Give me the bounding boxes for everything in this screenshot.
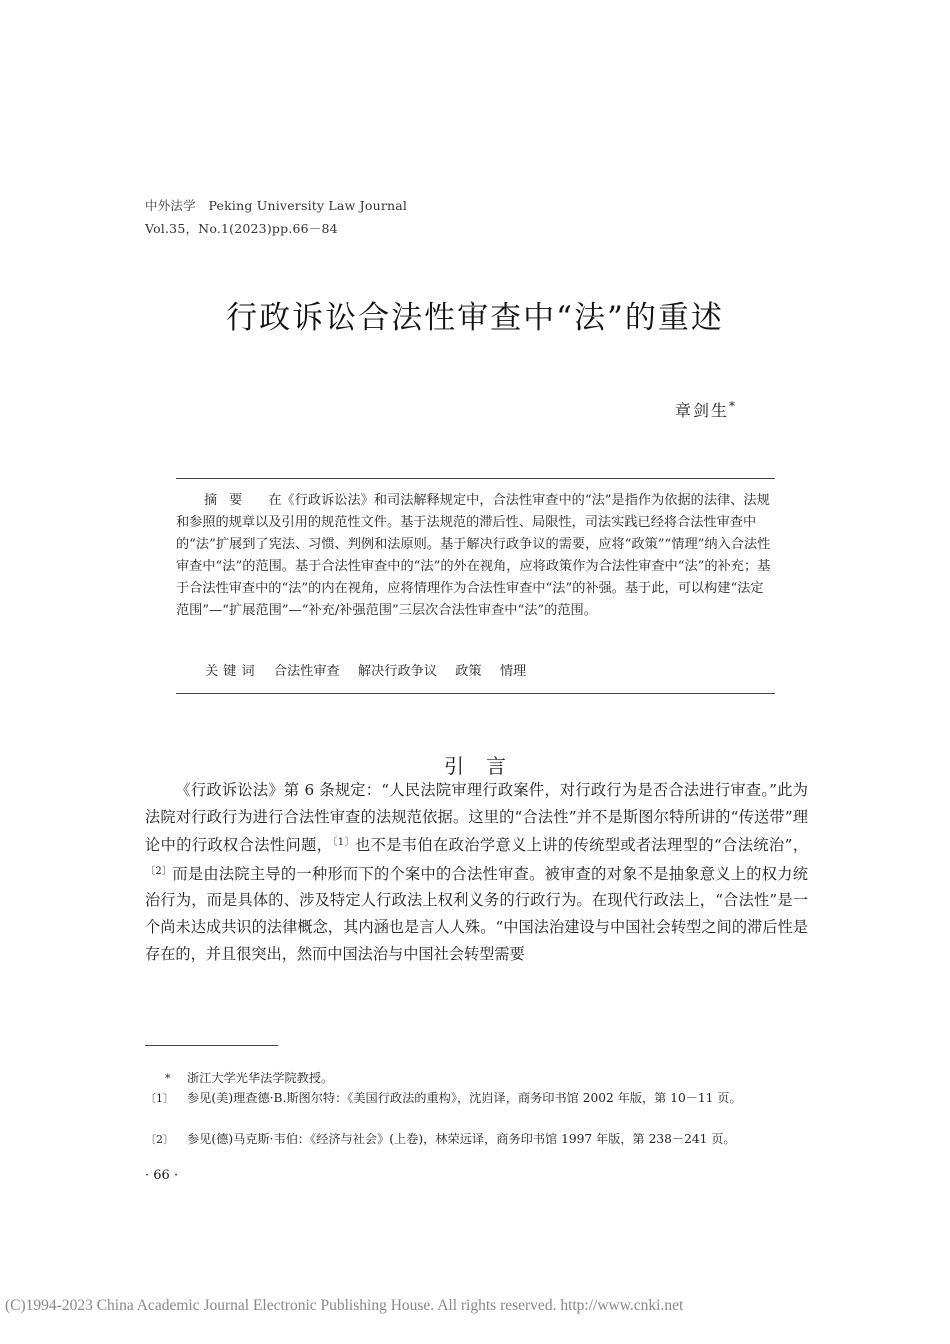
abstract-text: 在《行政诉讼法》和司法解释规定中，合法性审查中的“法”是指作为依据的法律、法规和参照的规章以及引用的规范性文件。基于法规范的滞后性、局限性，司法实践已经将合法性审查中的“法”扩展到了宪法、习惯、判例和法原则。基于解决行政争议的需要，应将“政策”“情理”纳入合法性审查中“法”的范围。基于合法性审查中的“法”的外在视角，应将政策作为合法性审查中“法”的补充；基于合法性审查中的“法”的内在视角，应将情理作为合法性审查中“法”的补强。基于此，可以构建“法定范围”—“扩展范围”—“补充/补强范围”三层次合法性审查中“法”的范围。 bbox=[176, 493, 771, 618]
footnote-mark: 〔1〕 bbox=[145, 1092, 174, 1105]
footnote-text: 浙江大学光华法学院教授。 bbox=[187, 1071, 334, 1085]
journal-name: 中外法学 Peking University Law Journal bbox=[145, 198, 408, 213]
keyword: 情理 bbox=[499, 664, 527, 679]
footnote-text: 参见(美)理查德·B.斯图尔特：《美国行政法的重构》，沈岿译，商务印书馆 2002 年版，第 10－11 页。 bbox=[187, 1091, 742, 1105]
section-heading: 引言 bbox=[444, 754, 528, 778]
keywords bbox=[205, 660, 540, 679]
page-number: · 66 · bbox=[145, 1168, 179, 1183]
body-text-part: 而是由法院主导的一种形而下的个案中的合法性审查。被审查的对象不是抽象意义上的权力统治行为，而是具体的、涉及特定人行政法上权利义务的行政行为。在现代行政法上，“合法性”是一个尚未达成共识的法律概念，其内涵也是言人人殊。“中国法治建设与中国社会转型之间的滞后性是存在的，并且很突出，然而中国法治与中国社会转型需要 bbox=[145, 864, 808, 963]
article-title: 行政诉讼合法性审查中“法”的重述 bbox=[226, 300, 724, 336]
author-name: 章剑生 bbox=[674, 401, 729, 420]
journal-volume: Vol.35，No.1(2023)pp.66－84 bbox=[145, 221, 338, 236]
footnote-ref-2[interactable]: 〔2〕 bbox=[145, 865, 173, 877]
footnote-mark: 〔2〕 bbox=[145, 1133, 174, 1146]
abstract-label: 摘要 bbox=[204, 493, 255, 508]
footnote-mark: * bbox=[165, 1072, 171, 1085]
keywords-label: 关键词 bbox=[205, 664, 260, 679]
keyword: 合法性审查 bbox=[273, 664, 340, 679]
abstract-top-rule bbox=[176, 478, 775, 479]
footnote-author bbox=[145, 1068, 808, 1089]
author bbox=[675, 398, 737, 421]
body-text-part: 《行政诉讼法》第 6 条规定：“人民法院审理行政案件，对行政行为是否合法进行审查。”此为法院对行政行为进行合法性审查的法规范依据。这里的“合法性”并不是斯图尔特所讲的“传送带”理论中的行政权合法性问题， bbox=[145, 781, 808, 855]
footnote-ref-1[interactable]: 〔1〕 bbox=[332, 837, 355, 849]
footnote-text: 参见(德)马克斯·韦伯：《经济与社会》(上卷)，林荣远译，商务印书馆 1997 年版，第 238－241 页。 bbox=[187, 1132, 736, 1146]
keyword: 政策 bbox=[455, 664, 482, 679]
author-footnote-mark: * bbox=[729, 399, 737, 413]
copyright-notice: (C)1994-2023 China Academic Journal Electronic Publishing House. All rights reserved. http://www.cnki.net bbox=[5, 1297, 684, 1314]
abstract-bottom-rule bbox=[176, 693, 775, 694]
footnote-rule bbox=[145, 1045, 278, 1046]
footnote-2 bbox=[145, 1129, 808, 1150]
footnote-1 bbox=[145, 1088, 808, 1109]
abstract bbox=[176, 490, 775, 622]
keyword: 解决行政争议 bbox=[357, 664, 438, 679]
body-text-part: 也不是韦伯在政治学意义上讲的传统型或者法理型的“合法统治”， bbox=[354, 836, 809, 855]
body-paragraph bbox=[145, 777, 808, 967]
